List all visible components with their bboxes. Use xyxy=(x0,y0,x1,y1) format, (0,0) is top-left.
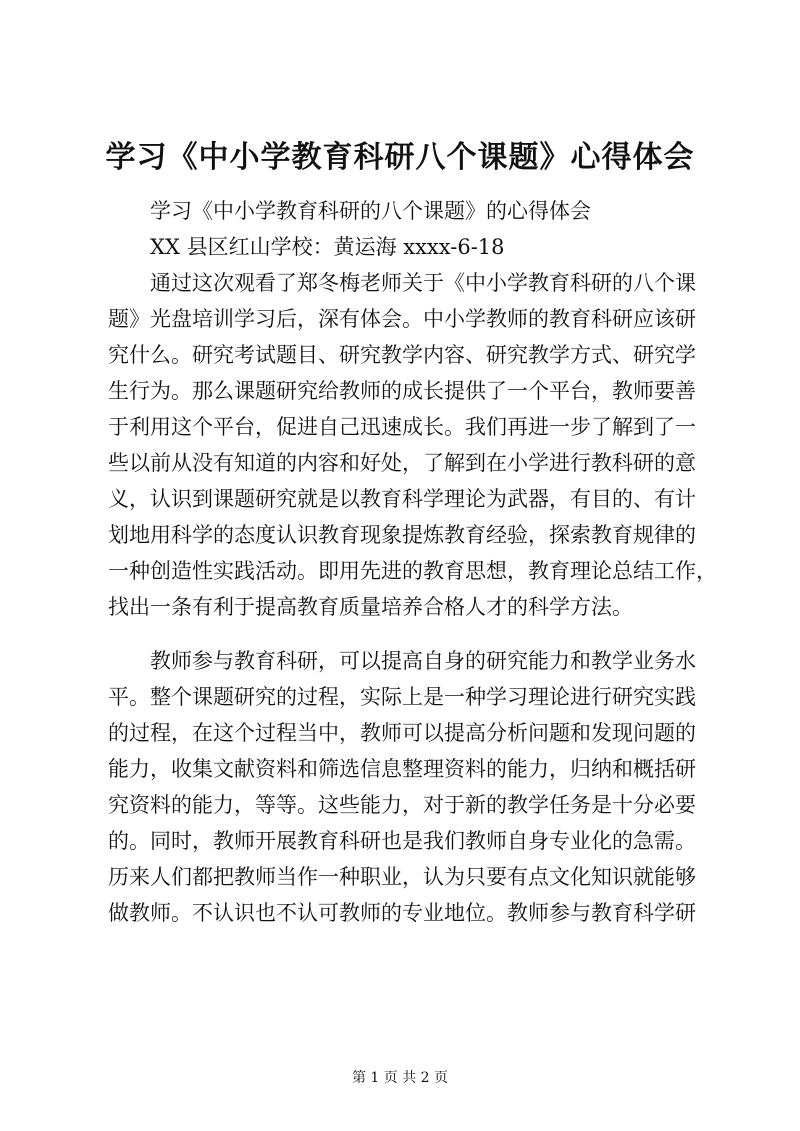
body-line: 通过这次观看了郑冬梅老师关于《中小学教育科研的八个课 xyxy=(150,271,696,295)
body-line: 义，认识到课题研究就是以教育科学理论为武器，有目的、有计 xyxy=(108,487,696,511)
body-line: 些以前从没有知道的内容和好处，了解到在小学进行教科研的意 xyxy=(108,451,696,475)
body-line: 一种创造性实践活动。即用先进的教育思想，教育理论总结工作， xyxy=(108,559,717,583)
body-line: 找出一条有利于提高教育质量培养合格人才的科学方法。 xyxy=(108,595,633,619)
body-line: 究资料的能力，等等。这些能力，对于新的教学任务是十分必要 xyxy=(108,793,696,817)
body-line: 于利用这个平台，促进自己迅速成长。我们再进一步了解到了一 xyxy=(108,415,696,439)
body-line: 能力，收集文献资料和筛选信息整理资料的能力，归纳和概括研 xyxy=(108,757,696,781)
body-line: 的过程，在这个过程当中，教师可以提高分析问题和发现问题的 xyxy=(108,721,696,745)
body-line: 做教师。不认识也不认可教师的专业地位。教师参与教育科学研 xyxy=(108,901,696,925)
author-line: XX 县区红山学校：黄运海 xxxx-6-18 xyxy=(150,235,505,259)
body-line: 划地用科学的态度认识教育现象提炼教育经验，探索教育规律的 xyxy=(108,523,696,547)
page-footer: 第 1 页 共 2 页 xyxy=(351,1070,449,1086)
body-line: 历来人们都把教师当作一种职业，认为只要有点文化知识就能够 xyxy=(108,865,696,889)
body-line: 平。整个课题研究的过程，实际上是一种学习理论进行研究实践 xyxy=(108,685,696,709)
body-line: 生行为。那么课题研究给教师的成长提供了一个平台，教师要善 xyxy=(108,379,696,403)
document-subtitle: 学习《中小学教育科研的八个课题》的心得体会 xyxy=(150,199,591,223)
body-line: 题》光盘培训学习后，深有体会。中小学教师的教育科研应该研 xyxy=(108,307,696,331)
body-line: 教师参与教育科研，可以提高自身的研究能力和教学业务水 xyxy=(150,649,696,673)
document-title: 学习《中小学教育科研八个课题》心得体会 xyxy=(105,140,695,175)
body-line: 的。同时，教师开展教育科研也是我们教师自身专业化的急需。 xyxy=(108,829,696,853)
body-line: 究什么。研究考试题目、研究教学内容、研究教学方式、研究学 xyxy=(108,343,696,367)
